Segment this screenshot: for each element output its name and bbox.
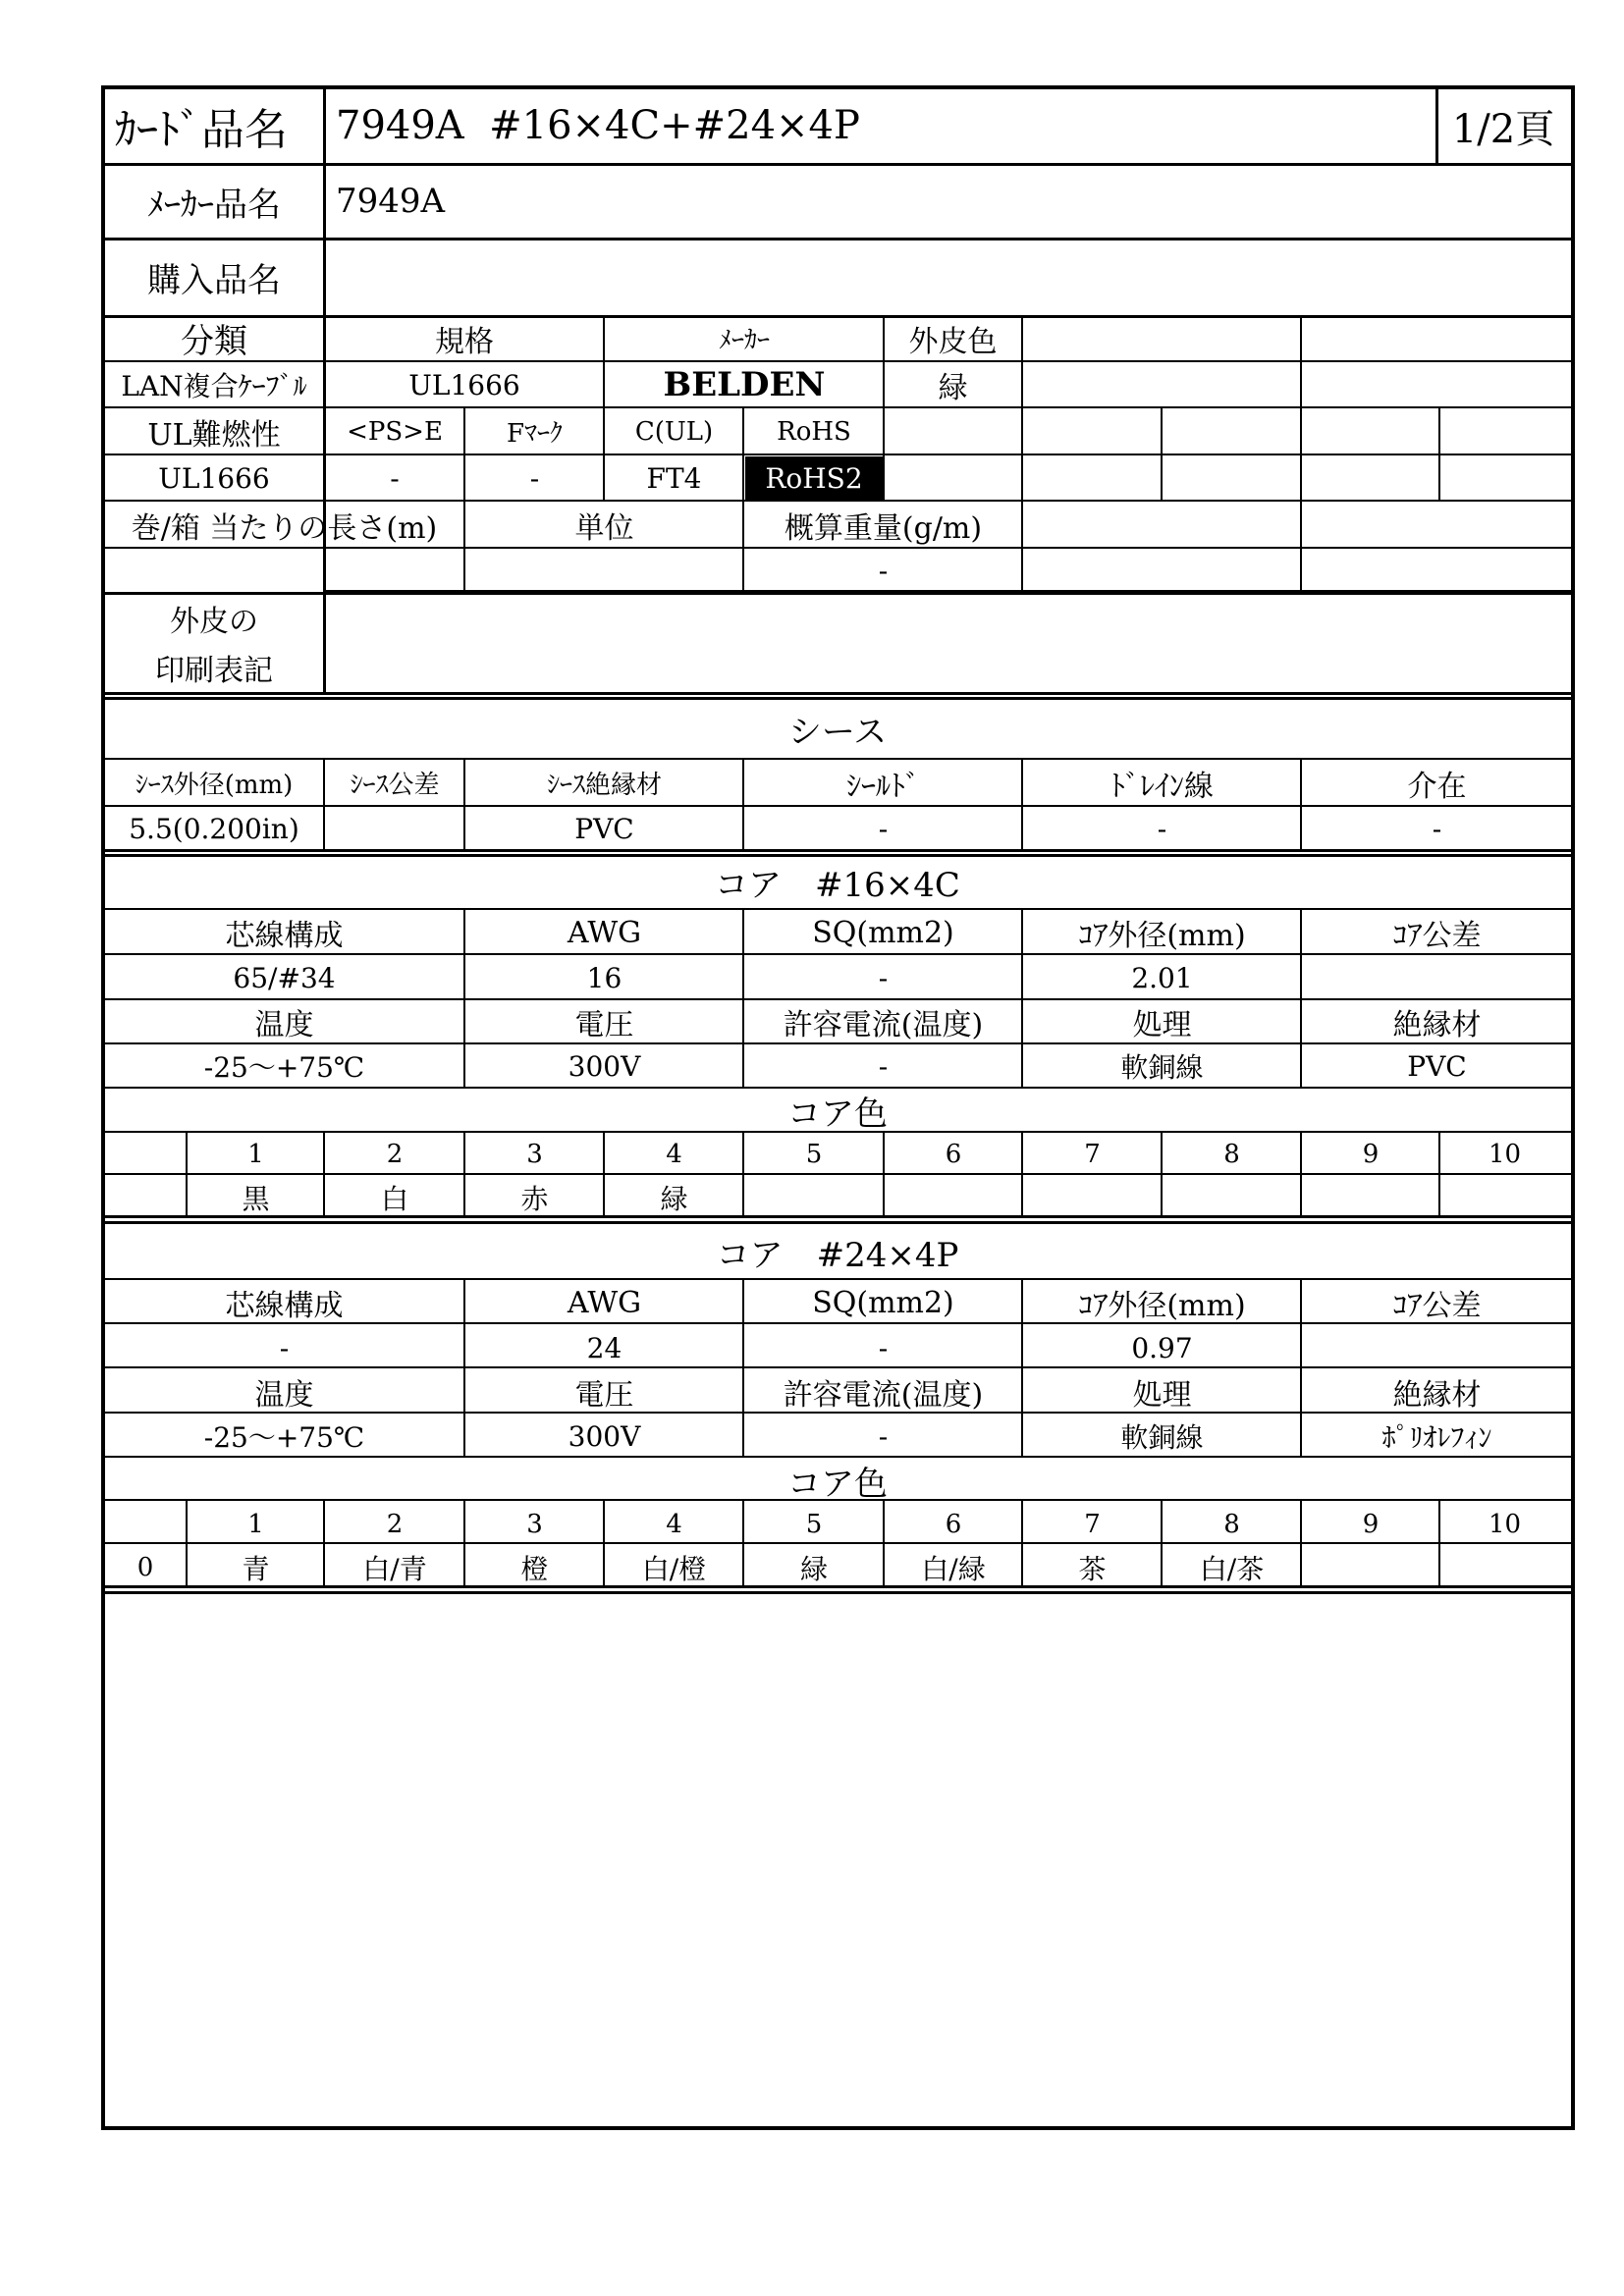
page-indicator: 1/2頁 xyxy=(1451,106,1555,152)
core1-color-cell xyxy=(886,1178,1021,1217)
grid-line xyxy=(1021,1131,1023,1215)
grid-line xyxy=(101,1087,1571,1089)
grid-line xyxy=(1161,406,1163,500)
grid-line xyxy=(463,406,465,500)
core2-voltage-value: 300V xyxy=(568,1419,641,1453)
sheath-insulation-header: ｼｰｽ絶縁材 xyxy=(546,771,662,800)
core1-awg-value: 16 xyxy=(586,961,623,994)
f-mark-value: - xyxy=(529,461,540,495)
grid-line xyxy=(1300,406,1302,500)
pse-value: - xyxy=(390,461,400,495)
core1-color-title: コア色 xyxy=(787,1094,888,1131)
grid-line xyxy=(1021,758,1023,849)
approx-weight-value: - xyxy=(878,554,889,587)
core1-color-cell: 白 xyxy=(380,1183,408,1215)
standard-value: UL1666 xyxy=(408,368,520,401)
grid-line xyxy=(742,1499,744,1585)
grid-line xyxy=(603,1131,605,1215)
grid-line xyxy=(1438,1499,1440,1585)
grid-line xyxy=(463,1499,465,1585)
grid-line xyxy=(742,1131,744,1215)
shield-value: - xyxy=(878,812,889,845)
sheath-tolerance-header: ｼｰｽ公差 xyxy=(350,771,440,800)
grid-line xyxy=(101,454,1571,455)
grid-line xyxy=(101,805,1571,807)
ul-flame-header: UL難燃性 xyxy=(147,417,281,453)
grid-line xyxy=(1438,406,1440,500)
core2-color-cell: 白/緑 xyxy=(921,1553,986,1585)
core1-color-number: 4 xyxy=(666,1140,682,1169)
drain-wire-value: - xyxy=(1157,812,1167,845)
grid-line xyxy=(1438,1131,1440,1215)
core1-allowable-current-value: - xyxy=(878,1049,889,1083)
core1-color-number: 8 xyxy=(1223,1140,1240,1169)
grid-line xyxy=(1021,406,1023,500)
core1-temperature-value: -25～+75℃ xyxy=(203,1051,365,1084)
core2-color-cell: 白/橙 xyxy=(641,1553,707,1585)
core2-color-cell: 白/青 xyxy=(362,1553,427,1585)
notes-area xyxy=(105,1595,1570,2125)
core1-core-tolerance-header: ｺｱ公差 xyxy=(1392,919,1482,953)
classification-value: LAN複合ｹｰﾌﾞﾙ xyxy=(121,370,307,402)
core2-color-cell: 茶 xyxy=(1078,1553,1107,1585)
core1-color-cell: 赤 xyxy=(520,1183,549,1215)
core1-awg-header: AWG xyxy=(567,915,642,950)
core2-color-number: 9 xyxy=(1362,1510,1380,1539)
grid-line xyxy=(463,1278,465,1456)
sheath-od-value: 5.5(0.200in) xyxy=(129,812,299,845)
sheath-insulation-value: PVC xyxy=(574,812,634,845)
grid-line xyxy=(1300,758,1302,849)
core1-insulation-header: 絶縁材 xyxy=(1392,1008,1482,1042)
print-marking-value xyxy=(326,594,1563,692)
core1-treatment-value: 軟銅線 xyxy=(1120,1051,1204,1084)
grid-line xyxy=(101,849,1571,852)
grid-line xyxy=(1021,908,1023,1087)
grid-line xyxy=(883,315,885,406)
core1-color-cell xyxy=(1164,1178,1300,1217)
grid-line xyxy=(1021,1278,1023,1456)
maker-value: BELDEN xyxy=(663,365,826,404)
core2-color-cell xyxy=(1441,1548,1568,1587)
c-ul-value: FT4 xyxy=(646,461,702,495)
shield-header: ｼｰﾙﾄﾞ xyxy=(846,769,920,804)
core2-color-number: 3 xyxy=(526,1510,543,1539)
core1-color-prefix xyxy=(105,1178,186,1217)
core2-core-tolerance-value xyxy=(1303,1327,1571,1368)
grid-line xyxy=(101,1131,1571,1133)
core1-sq-mm2-value: - xyxy=(878,961,889,994)
core1-color-number: 5 xyxy=(805,1140,823,1169)
rohs-header: RoHS xyxy=(777,416,851,447)
core1-color-number: 2 xyxy=(386,1140,404,1169)
core1-allowable-current-header: 許容電流(温度) xyxy=(783,1008,984,1042)
grid-line xyxy=(323,758,325,849)
grid-line xyxy=(883,406,885,500)
core1-voltage-header: 電圧 xyxy=(574,1008,634,1042)
drain-wire-header: ﾄﾞﾚｲﾝ線 xyxy=(1110,769,1214,804)
core2-insulation-value: ﾎﾟﾘｵﾚﾌｨﾝ xyxy=(1381,1421,1492,1454)
core2-voltage-header: 電圧 xyxy=(574,1378,634,1413)
grid-line xyxy=(101,500,1571,502)
pse-header: <PS>E xyxy=(347,416,443,447)
grid-line xyxy=(101,1278,1571,1280)
grid-line xyxy=(101,1042,1571,1044)
maker-name-value: 7949A xyxy=(336,182,446,221)
grid-line xyxy=(603,406,605,500)
core1-temperature-header: 温度 xyxy=(254,1008,314,1042)
unit-value xyxy=(466,550,742,591)
core1-voltage-value: 300V xyxy=(568,1049,641,1083)
grid-line xyxy=(101,758,1571,760)
core2-temperature-value: -25～+75℃ xyxy=(203,1421,365,1454)
sheath-od-header: ｼｰｽ外径(mm) xyxy=(135,771,294,800)
grid-line xyxy=(101,1591,1571,1594)
core1-color-number: 10 xyxy=(1488,1140,1522,1169)
core2-section-title: コア #24×4P xyxy=(716,1235,959,1275)
core2-conductor-construction-header: 芯線構成 xyxy=(225,1289,344,1323)
core1-color-cell xyxy=(1303,1178,1438,1217)
card-name-value: 7949A #16×4C+#24×4P xyxy=(336,103,860,148)
core1-color-number: 9 xyxy=(1362,1140,1380,1169)
core2-insulation-header: 絶縁材 xyxy=(1392,1378,1482,1413)
grid-line xyxy=(1300,1131,1302,1215)
core2-sq-mm2-header: SQ(mm2) xyxy=(812,1285,954,1320)
grid-line xyxy=(101,1221,1571,1224)
core2-awg-header: AWG xyxy=(567,1285,642,1320)
core2-core-tolerance-header: ｺｱ公差 xyxy=(1392,1289,1482,1323)
grid-line xyxy=(323,1131,325,1215)
grid-line xyxy=(742,406,744,500)
core1-color-number: 3 xyxy=(526,1140,543,1169)
grid-line xyxy=(101,360,1571,362)
core2-color-cell: 緑 xyxy=(799,1553,828,1585)
core1-color-cell xyxy=(1024,1178,1161,1217)
print-marking-label-line2: 印刷表記 xyxy=(155,654,273,688)
core2-color-number: 1 xyxy=(247,1510,264,1539)
core1-core-od-value: 2.01 xyxy=(1131,961,1193,994)
core2-color-title: コア色 xyxy=(787,1464,888,1501)
core2-core-od-header: ｺｱ外径(mm) xyxy=(1078,1289,1246,1323)
core2-color-number: 8 xyxy=(1223,1510,1240,1539)
core2-color-number: 6 xyxy=(945,1510,962,1539)
core2-color-number: 7 xyxy=(1084,1510,1101,1539)
core1-color-cell: 黒 xyxy=(242,1183,270,1215)
grid-line xyxy=(742,758,744,849)
grid-line xyxy=(1300,1499,1302,1585)
outer-color-header: 外皮色 xyxy=(908,324,998,359)
core1-core-od-header: ｺｱ外径(mm) xyxy=(1078,919,1246,953)
grid-line xyxy=(1021,315,1023,406)
core2-allowable-current-value: - xyxy=(878,1419,889,1453)
grid-line xyxy=(742,1278,744,1456)
standard-header: 規格 xyxy=(435,324,494,359)
core2-color-number: 5 xyxy=(805,1510,823,1539)
length-per-reel-header: 巻/箱 当たりの長さ(m) xyxy=(131,510,438,546)
grid-line xyxy=(463,500,465,592)
grid-line xyxy=(1300,908,1302,1087)
core2-awg-value: 24 xyxy=(586,1331,623,1364)
rohs-badge: RoHS2 xyxy=(745,456,883,500)
grid-line xyxy=(603,315,605,406)
core2-conductor-construction-value: - xyxy=(279,1331,290,1364)
sheath-section-title: シース xyxy=(787,712,888,752)
core2-sq-mm2-value: - xyxy=(878,1331,889,1364)
grid-line xyxy=(463,908,465,1087)
core2-temperature-header: 温度 xyxy=(254,1378,314,1413)
grid-line xyxy=(101,908,1571,910)
core1-color-number: 7 xyxy=(1084,1140,1101,1169)
grid-line xyxy=(101,998,1571,1000)
grid-line xyxy=(1300,315,1302,406)
core1-sq-mm2-header: SQ(mm2) xyxy=(812,915,954,950)
core2-color-number: 4 xyxy=(666,1510,682,1539)
print-marking-label-line1: 外皮の xyxy=(170,605,258,639)
ul-flame-value: UL1666 xyxy=(158,461,270,495)
core1-color-cell xyxy=(1441,1178,1568,1217)
length-per-reel-value xyxy=(105,550,463,591)
core2-color-cell: 橙 xyxy=(520,1553,549,1585)
core2-color-number: 2 xyxy=(386,1510,404,1539)
core1-conductor-construction-value: 65/#34 xyxy=(233,961,336,994)
core2-color-cell: 青 xyxy=(242,1553,270,1585)
grid-line xyxy=(1161,1131,1163,1215)
grid-line xyxy=(742,500,744,592)
core1-insulation-value: PVC xyxy=(1407,1049,1467,1083)
core2-color-cell: 白/茶 xyxy=(1199,1553,1265,1585)
grid-line xyxy=(101,406,1571,408)
core2-color-number: 10 xyxy=(1488,1510,1522,1539)
core1-color-cell: 緑 xyxy=(660,1183,688,1215)
grid-line xyxy=(463,1131,465,1215)
unit-header: 単位 xyxy=(574,510,634,546)
core2-core-od-value: 0.97 xyxy=(1131,1331,1193,1364)
core2-allowable-current-header: 許容電流(温度) xyxy=(783,1378,984,1413)
grid-line xyxy=(1021,1499,1023,1585)
maker-header: ﾒｰｶｰ xyxy=(718,326,770,355)
grid-line xyxy=(883,1131,885,1215)
grid-line xyxy=(742,908,744,1087)
purchase-name-label: 購入品名 xyxy=(147,260,281,300)
core1-color-number: 6 xyxy=(945,1140,962,1169)
core2-treatment-value: 軟銅線 xyxy=(1120,1421,1204,1454)
core2-color-cell xyxy=(1303,1548,1438,1587)
classification-header: 分類 xyxy=(181,322,247,360)
card-name-label: ｶｰﾄﾞ品名 xyxy=(115,105,288,155)
core1-color-number: 1 xyxy=(247,1140,264,1169)
filler-header: 介在 xyxy=(1407,769,1467,804)
grid-line xyxy=(883,1499,885,1585)
grid-line xyxy=(323,1499,325,1585)
maker-name-label: ﾒｰｶｰ品名 xyxy=(147,185,281,225)
grid-line xyxy=(1021,500,1023,592)
core1-treatment-header: 処理 xyxy=(1132,1008,1192,1042)
core2-color-prefix: 0 xyxy=(136,1553,154,1582)
grid-line xyxy=(603,1499,605,1585)
core1-conductor-construction-header: 芯線構成 xyxy=(225,919,344,953)
grid-line xyxy=(1300,1278,1302,1456)
approx-weight-header: 概算重量(g/m) xyxy=(784,510,983,546)
f-mark-header: Fﾏｰｸ xyxy=(506,419,564,449)
sheath-tolerance-value xyxy=(326,808,463,849)
filler-value: - xyxy=(1432,812,1442,845)
outer-color-value: 緑 xyxy=(938,371,968,405)
purchase-name-value xyxy=(326,240,1563,314)
grid-line xyxy=(186,1131,188,1215)
core2-treatment-header: 処理 xyxy=(1132,1378,1192,1413)
grid-line xyxy=(101,547,1571,549)
grid-line xyxy=(101,692,1571,695)
grid-line xyxy=(186,1499,188,1585)
grid-line xyxy=(463,758,465,849)
core1-section-title: コア #16×4C xyxy=(715,866,960,905)
c-ul-header: C(UL) xyxy=(634,416,714,447)
core1-core-tolerance-value xyxy=(1303,957,1571,998)
core1-color-cell xyxy=(745,1178,883,1217)
grid-line xyxy=(1161,1499,1163,1585)
grid-line xyxy=(1300,500,1302,592)
